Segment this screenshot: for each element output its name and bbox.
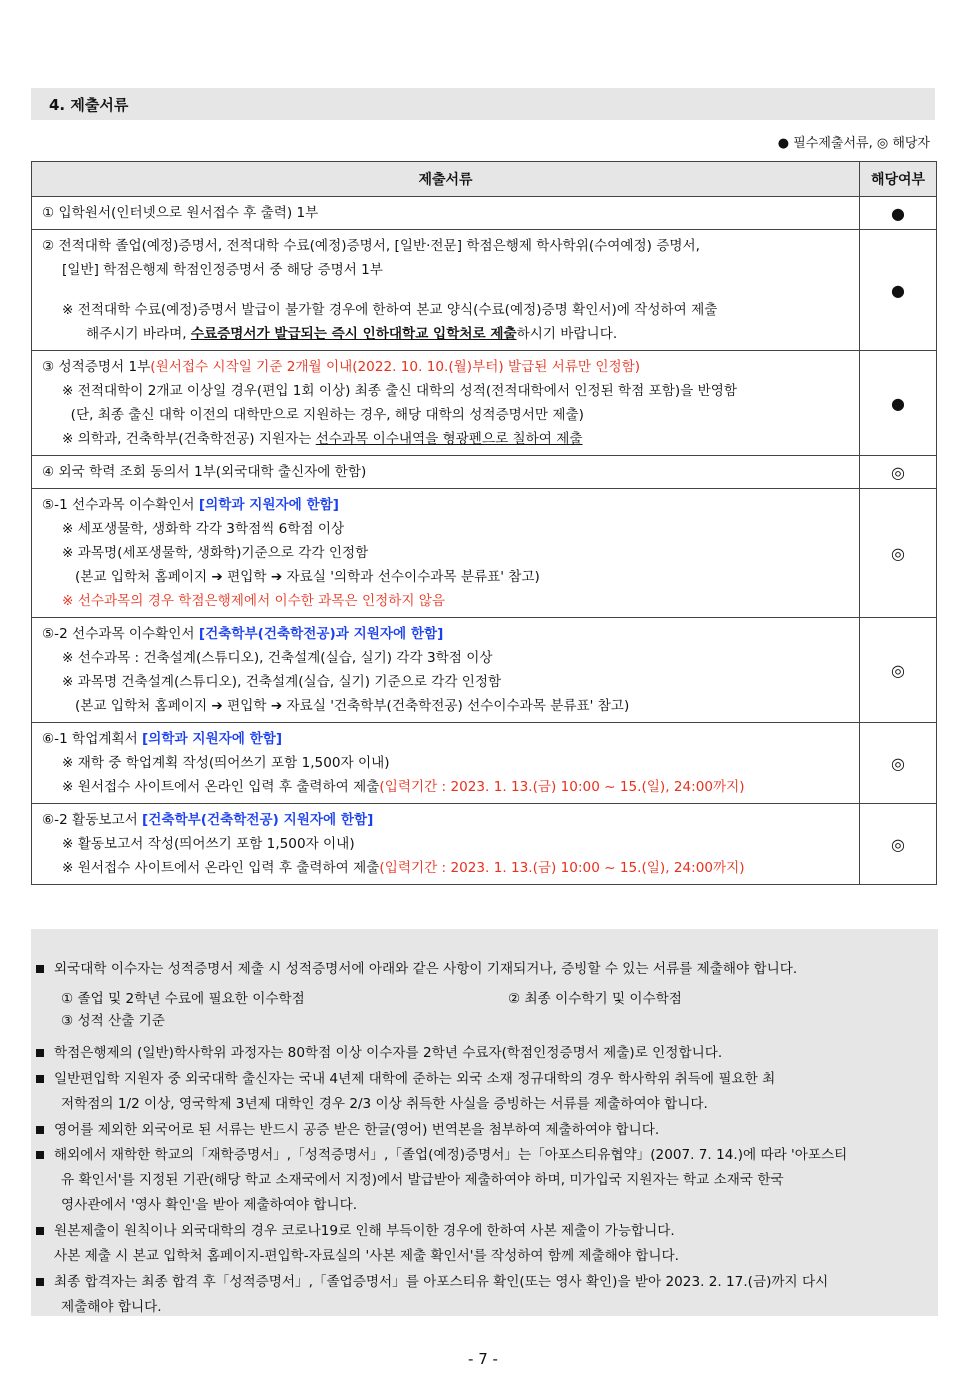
table-row bbox=[32, 351, 937, 456]
text-part: (본교 입학처 홈페이지 ➔ 편입학 ➔ 자료실 '건축학부(건축학전공) 선수이수과목 분류표' 참고) bbox=[62, 698, 630, 714]
text-part: ③ 성적증명서 1부 bbox=[42, 359, 151, 375]
document-cell bbox=[32, 618, 860, 723]
document-line bbox=[42, 565, 853, 589]
document-line bbox=[42, 493, 853, 517]
document-line bbox=[42, 234, 853, 258]
spacer bbox=[42, 282, 853, 298]
document-line bbox=[42, 322, 853, 346]
text-part: ② 전적대학 졸업(예정)증명서, 전적대학 수료(예정)증명서, [일반·전문] 학점은행제 학사학위(수여예정) 증명서, bbox=[42, 238, 700, 254]
section-title: 4. 제출서류 bbox=[49, 96, 129, 114]
document-cell bbox=[32, 804, 860, 885]
required-mark-icon: ● bbox=[860, 230, 937, 351]
table-row bbox=[32, 804, 937, 885]
text-part: 수료증명서가 발급되는 즉시 인하대학교 입학처로 제출 bbox=[190, 326, 517, 342]
text-part: 하시기 바랍니다. bbox=[516, 326, 618, 342]
document-line bbox=[42, 355, 853, 379]
document-line bbox=[42, 403, 853, 427]
document-line bbox=[42, 775, 853, 799]
header-document: 제출서류 bbox=[32, 162, 860, 197]
text-part: (단, 최종 출신 대학 이전의 대학만으로 지원하는 경우, 해당 대학의 성적증명서만 제출) bbox=[62, 407, 584, 423]
document-cell bbox=[32, 230, 860, 351]
note-5-line-1: 해외에서 재학한 학교의「재학증명서」,「성적증명서」,「졸업(예정)증명서」는「아포스티유협약」(2007. 7. 14.)에 따라 '아포스티 bbox=[54, 1147, 848, 1163]
table-row bbox=[32, 618, 937, 723]
document-line bbox=[42, 589, 853, 613]
document-line bbox=[42, 832, 853, 856]
document-line bbox=[42, 427, 853, 451]
bullet-icon bbox=[36, 1049, 44, 1057]
applicable-mark-icon: ◎ bbox=[860, 618, 937, 723]
text-part: ⑤-2 선수과목 이수확인서 bbox=[42, 626, 199, 642]
note-4: 영어를 제외한 외국어로 된 서류는 반드시 공증 받은 한글(영어) 번역본을 첨부하여 제출하여야 합니다. bbox=[54, 1122, 660, 1138]
text-part: ⑤-1 선수과목 이수확인서 bbox=[42, 497, 199, 513]
applicable-mark-icon: ◎ bbox=[860, 723, 937, 804]
text-part: [의학과 지원자에 한함] bbox=[198, 497, 339, 513]
note-2: 학점은행제의 (일반)학사학위 과정자는 80학점 이상 이수자를 2학년 수료자(학점인정증명서 제출)로 인정합니다. bbox=[54, 1045, 723, 1061]
required-mark-icon: ● bbox=[860, 197, 937, 230]
header-applicable: 해당여부 bbox=[860, 162, 937, 197]
document-cell bbox=[32, 489, 860, 618]
document-line bbox=[42, 460, 853, 484]
table-header-row bbox=[32, 162, 937, 197]
text-part: ⑥-2 활동보고서 bbox=[42, 812, 143, 828]
document-line bbox=[42, 622, 853, 646]
text-part: ※ 의학과, 건축학부(건축학전공) 지원자는 bbox=[62, 431, 316, 447]
document-line bbox=[42, 298, 853, 322]
document-line bbox=[42, 258, 853, 282]
text-part: (원서접수 시작일 기준 2개월 이내(2022. 10. 10.(월)부터) 발급된 서류만 인정함) bbox=[150, 359, 641, 375]
note-1-item-b: ② 최종 이수학기 및 이수학점 bbox=[508, 991, 682, 1007]
text-part: ※ 원서접수 사이트에서 온라인 입력 후 출력하여 제출 bbox=[62, 860, 380, 876]
text-part: [건축학부(건축학전공)과 지원자에 한함] bbox=[198, 626, 444, 642]
text-part: ※ 원서접수 사이트에서 온라인 입력 후 출력하여 제출 bbox=[62, 779, 380, 795]
table-row bbox=[32, 230, 937, 351]
text-part: ※ 전적대학이 2개교 이상일 경우(편입 1회 이상) 최종 출신 대학의 성적(전적대학에서 인정된 학점 포함)을 반영함 bbox=[62, 383, 738, 399]
text-part: [건축학부(건축학전공) 지원자에 한함] bbox=[142, 812, 374, 828]
text-part: ※ 선수과목 : 건축설계(스튜디오), 건축설계(실습, 실기) 각각 3학점 이상 bbox=[62, 650, 493, 666]
table-row bbox=[32, 723, 937, 804]
document-line bbox=[42, 670, 853, 694]
note-1-item-a: ① 졸업 및 2학년 수료에 필요한 이수학점 bbox=[61, 991, 305, 1007]
text-part: ※ 과목명 건축설계(스튜디오), 건축설계(실습, 실기) 기준으로 각각 인정함 bbox=[62, 674, 502, 690]
applicable-mark-icon: ◎ bbox=[860, 804, 937, 885]
document-line bbox=[42, 646, 853, 670]
bullet-icon bbox=[36, 1278, 44, 1286]
document-line bbox=[42, 694, 853, 718]
note-5-line-2: 유 확인서'를 지정된 기관(해당 학교 소재국에서 지정)에서 발급받아 제출하여야 하며, 미가입국 지원자는 학교 소재국 한국 bbox=[61, 1172, 784, 1188]
document-line bbox=[42, 541, 853, 565]
document-cell bbox=[32, 197, 860, 230]
bullet-icon bbox=[36, 1126, 44, 1134]
text-part: ※ 전적대학 수료(예정)증명서 발급이 불가할 경우에 한하여 본교 양식(수료(예정)증명 확인서)에 작성하여 제출 bbox=[62, 302, 718, 318]
text-part: (입력기간 : 2023. 1. 13.(금) 10:00 ~ 15.(일), 24:00까지) bbox=[379, 860, 745, 876]
note-5-line-3: 영사관에서 '영사 확인'을 받아 제출하여야 합니다. bbox=[61, 1197, 358, 1213]
document-line bbox=[42, 201, 853, 225]
table-row bbox=[32, 456, 937, 489]
text-part: [일반] 학점은행제 학점인정증명서 중 해당 증명서 1부 bbox=[62, 262, 383, 278]
text-part: ① 입학원서(인터넷으로 원서접수 후 출력) 1부 bbox=[42, 205, 319, 221]
document-cell bbox=[32, 723, 860, 804]
note-7-line-1: 최종 합격자는 최종 합격 후「성적증명서」,「졸업증명서」를 아포스티유 확인(또는 영사 확인)을 받아 2023. 2. 17.(금)까지 다시 bbox=[54, 1274, 829, 1290]
document-line bbox=[42, 517, 853, 541]
note-1: 외국대학 이수자는 성적증명서 제출 시 성적증명서에 아래와 같은 사항이 기재되거나, 증빙할 수 있는 서류를 제출해야 합니다. bbox=[54, 961, 798, 977]
text-part: [의학과 지원자에 한함] bbox=[142, 731, 283, 747]
note-6-line-2: 사본 제출 시 본교 입학처 홈페이지-편입학-자료실의 '사본 제출 확인서'를 작성하여 함께 제출해야 합니다. bbox=[54, 1248, 679, 1264]
note-1-item-c: ③ 성적 산출 기준 bbox=[61, 1013, 165, 1029]
document-line bbox=[42, 379, 853, 403]
table-row bbox=[32, 197, 937, 230]
text-part: ④ 외국 학력 조회 동의서 1부(외국대학 출신자에 한함) bbox=[42, 464, 367, 480]
text-part: ⑥-1 학업계획서 bbox=[42, 731, 143, 747]
bullet-icon bbox=[36, 1227, 44, 1235]
document-cell bbox=[32, 351, 860, 456]
document-line bbox=[42, 727, 853, 751]
applicable-mark-icon: ◎ bbox=[860, 456, 937, 489]
text-part: (본교 입학처 홈페이지 ➔ 편입학 ➔ 자료실 '의학과 선수이수과목 분류표' 참고) bbox=[62, 569, 540, 585]
text-part: ※ 과목명(세포생물학, 생화학)기준으로 각각 인정함 bbox=[62, 545, 369, 561]
text-part: ※ 세포생물학, 생화학 각각 3학점씩 6학점 이상 bbox=[62, 521, 345, 537]
bullet-icon bbox=[36, 965, 44, 973]
document-line bbox=[42, 751, 853, 775]
text-part: ※ 활동보고서 작성(띄어쓰기 포함 1,500자 이내) bbox=[62, 836, 355, 852]
document-cell bbox=[32, 456, 860, 489]
required-mark-icon: ● bbox=[860, 351, 937, 456]
text-part: (입력기간 : 2023. 1. 13.(금) 10:00 ~ 15.(일), 24:00까지) bbox=[379, 779, 745, 795]
section-header bbox=[31, 88, 935, 120]
bullet-icon bbox=[36, 1075, 44, 1083]
note-3-line-1: 일반편입학 지원자 중 외국대학 출신자는 국내 4년제 대학에 준하는 외국 소재 정규대학의 경우 학사학위 취득에 필요한 최 bbox=[54, 1071, 776, 1087]
notes-box bbox=[31, 929, 938, 1316]
bullet-icon bbox=[36, 1151, 44, 1159]
text-part: ※ 선수과목의 경우 학점은행제에서 이수한 과목은 인정하지 않음 bbox=[62, 593, 446, 609]
note-7-line-2: 제출해야 합니다. bbox=[61, 1299, 162, 1315]
document-line bbox=[42, 808, 853, 832]
table-row bbox=[32, 489, 937, 618]
page-number: - 7 - bbox=[468, 1350, 498, 1368]
note-6-line-1: 원본제출이 원칙이나 외국대학의 경우 코로나19로 인해 부득이한 경우에 한하여 사본 제출이 가능합니다. bbox=[54, 1223, 675, 1239]
legend: ● 필수제출서류, ◎ 해당자 bbox=[777, 136, 930, 151]
applicable-mark-icon: ◎ bbox=[860, 489, 937, 618]
text-part: 해주시기 바라며, bbox=[86, 326, 191, 342]
text-part: 선수과목 이수내역을 형광펜으로 칠하여 제출 bbox=[315, 431, 583, 447]
text-part: ※ 재학 중 학업계획 작성(띄어쓰기 포함 1,500자 이내) bbox=[62, 755, 390, 771]
document-line bbox=[42, 856, 853, 880]
documents-table bbox=[31, 161, 937, 885]
note-3-line-2: 저학점의 1/2 이상, 영국학제 3년제 대학인 경우 2/3 이상 취득한 사실을 증빙하는 서류를 제출하여야 합니다. bbox=[61, 1096, 708, 1112]
